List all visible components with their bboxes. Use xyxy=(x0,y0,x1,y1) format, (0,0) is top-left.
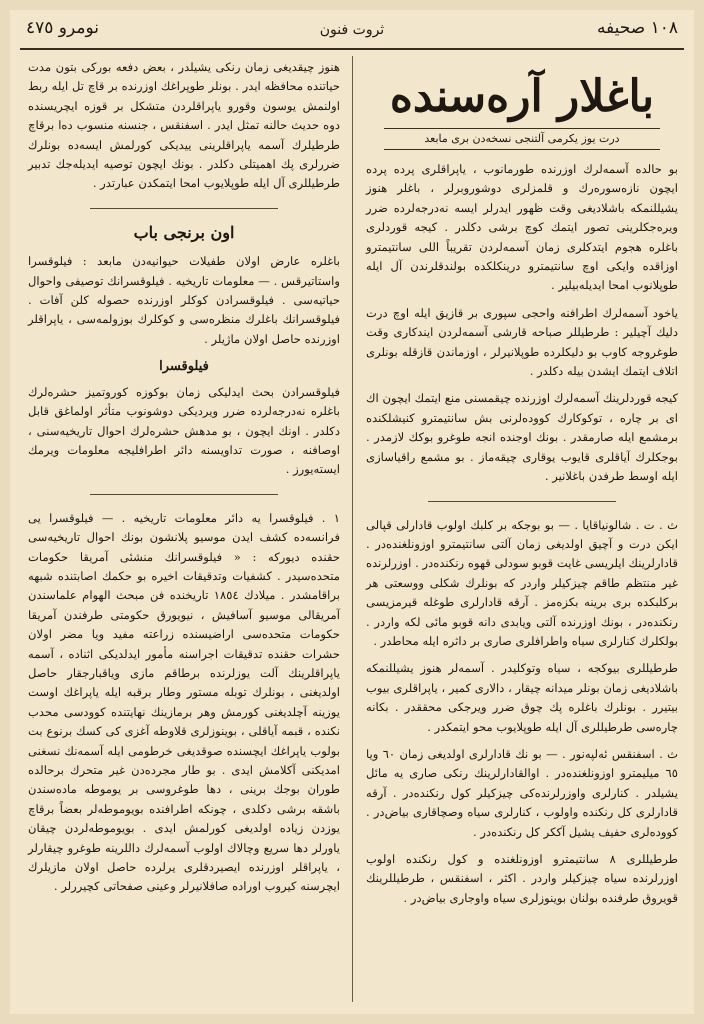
magazine-title: ثروت فنون xyxy=(319,22,385,38)
issue-number: نومرو ٤٧٥ xyxy=(26,18,100,38)
masthead-subtitle: درت یوز یکرمی آلتنجی نسخه‌دن بری مابعد xyxy=(384,128,660,150)
page-number: ١٠٨ صحيفه xyxy=(596,18,678,38)
header-rule xyxy=(20,48,684,50)
right-paragraph-5: طرطیللری بیوكجه ، سیاه وتوكلیدر . آسمه‌لر هنوز یشیللنمكه باشلادیغی زمان بونلر میدانه چیقار ، دالاری كمیر ، یاپراقلری بیوب بیتیرر . بونلرك باغلره پك چوق ضرر ویرجكی محققدر . بكانه چاره‌سی طرطیللری آل ایله طوپلایوب محو ایتمكدر . xyxy=(366,661,678,734)
right-divider xyxy=(428,501,615,502)
column-divider xyxy=(352,56,353,1002)
left-divider-2 xyxy=(90,494,277,495)
right-paragraph-1: بو حالده آسمه‌لرك اوزرنده طورمانوب ، یاپراقلری پرده پرده ایچون نازه‌سوره‌رك و قلمزلری دوشوروبرلر ، باغلر هنوز یشیللنمكه باشلادیغی وقت ظهور ایدرلر ایسه نه‌درجه‌لرده ضرر ویره‌جكلرینی تصور ایتمك كوچ برشی دكلدر . كیجه قوردلری باغلره هجوم ایتدكلری زمان آسمه‌لردن تقریباً اللی سانتیمترو اوزاقده وایكی اوچ سانتیمترو درینكلكده بولندقلرندن آل ایله طوپلانوب امحا ایدیله‌بیلیر . xyxy=(366,162,678,293)
right-paragraph-6: ث . اسفنقس ئه‌لپه‌نور . — بو نك قادارلری اولدیغی زمان ٦٠ ویا ٦٥ میلیمترو اوزونلغنده‌در . اوالقادارلرینك رنكی صاری یه مائل یشیلدر . كنارلری واوزرلرنده‌كی چیزكیلر كول رنكنده‌در . آرقه قادارلری كل رنكنده واولوب ، كنارلری سیاه وصچاقاری بیاض‌در . كووده‌لری حفیف یشیل آككر كل رنكنده‌در . xyxy=(366,746,679,839)
history-paragraph: ١ . فیلوقسرا یه دائر معلومات تاریخیه . — فیلوقسرا یی فرانسه‌ده كشف ایدن موسیو پلانشون بونك احوال تاریخیه‌سی حقنده دیوركه : « فیلوقسرانك منشئی آمریقا حكومات متحده‌سیدر . كشفیات وتدقیقات اخیره بو حكمك اصابتنده شبهه براقامشدر . میلادك ١٨٥٤ تاریخنده فن مبحث الهوام علماسندن آمریقالی موسیو آسافیش ، نیویورق حكومتی طرفندن آمریقا حكومات متحده‌سی اراضیسنده زراعته مفید ویا مضر اولان حشرات حقنده تدقیقات اجراسنه مأمور ایدلدیكی اثناده ، آسمه یاپراقلرینك آلت یوزلرنده برطاقم مازی ویاقبارجقار حاصل اولدیغنی ، بونلرك توبله مستور وطار برقبه ایله یاپراغك اوست یوزینه آچلدیغنی كورمش وهر برمازینك نهایتنده كوودسی محدب نكنده ، قبمه آیاقلی ، بوینوزلری قلاوطه آغزی كی كسك برنوع بت بولوب یاپراغك ایچسنده صوقدیغی خرطومی ایله آسمه‌نك نسغنی امدیكنی آكلامش ایدی . بو طار مجرده‌دن غیر متحرك برحالده طوران بوجك برینی ، دها طوغروسی بر یوموطه ماده‌سندن باشقه برشی دكلدی ، چونكه اطرافنده بویوموطه‌لر بعضاً برقاچ یوزدن زیاده اولدیغی كورلمش ایدی . بویوموطه‌لردن چیقان یاورلر دها سریع وچالاك اولوب آسمه‌لرك داللرینه طوغرو چیقارلر ، یاپراقلر اوزرنده ایصیردقلری یرلرده حاصل اولان مازیلرك ایچرسنه كیروب اوراده صافلانیرلر وعینی صفحاتی كچیررلر . xyxy=(28,510,341,894)
right-column xyxy=(366,66,678,916)
section-paragraph: باغلره عارض اولان طفیلات حیوانیه‌دن مابعد : فیلوقسرا واستاتیرقس . — معلومات تاریخیه . فیلوقسرانك توصیفی واحوال حیاتیه‌سی . فیلوقسرادن كوكلر اوزرنده حصوله كلن آفات . فیلوقسرانك باغلرك منظره‌سی و كوكلرك بوزولمه‌سی ، یاپراقلر اوزرنده حاصل اولان ماژیلر . xyxy=(28,254,340,346)
section-title: اون برنجی باب xyxy=(133,222,235,242)
right-paragraph-3: كیجه قوردلرینك آسمه‌لرك اوزرنده چیقمسنی منع ایتمك ایچون اك ای بر چاره ، توكوكارك كووده‌لرنی بش سانتیمترو كنیشلكنده برمشمع ایله صارمقدر . بونك اوجنده انجه طوغرو بوكك لازمدر . بوجكلرك آیاقلری قایوب یوقاری چیقه‌ماز . بو مشمع راقیاسازی ایله اوسط طرفدن باغلانیر . xyxy=(366,391,678,484)
sub-title: فیلوقسرا xyxy=(159,359,209,375)
masthead-title: باغلار آره‌سنده xyxy=(389,71,655,122)
left-column xyxy=(28,58,340,905)
newspaper-page xyxy=(10,10,694,1014)
left-divider-1 xyxy=(90,208,277,209)
right-paragraph-4: ث . ت . شالونیاقایا . — بو بوجكه بر كلبك اولوب قادارلی قپالی ایكن درت و آچیق اولدیغی زمان آلتی سانتیمترو اوزونلغنده‌در . قادارلرینك ایلریسی غایت قوبو سودلی قهوه رنكنده‌در . اوزرلرنده غیر منتظم طاقم چیزكیلر واردر كه بونلرك شكلی ووسعتی هر بركلبكده بری برینه بكزه‌مز . آرقه قادارلری طوغله قیرمزیسی رنكنده‌در ، بونك اوزرنده آلتی ویابدی دانه قوبو مائی لكه واردر . بولكلرك كنارلری سیاه واطرافلری صاری بر داثره ایله محاطدر . xyxy=(366,517,678,648)
right-paragraph-2: یاخود آسمه‌لرك اطرافنه واحجی سپوری بر قازیق ایله اوچ درت دلیك آچیلیر : طرطیللر صباحه قارشی آسمه‌لردن ایندكاری وقت طوغروجه كاوب بو دلیكلرده طوپلانیرلر ، اوزماندن قازقله بونلری اتلاف ایتمك ایشدن بیله دكلدر . xyxy=(366,305,678,379)
right-paragraph-7: طرطیللری ٨ سانتیمترو اوزونلغنده و كول رنكنده اولوب اوزرلرنده سیاه چیزكیلر واردر . اكثر ، اسفنقس ، طرطیللرینك قویروق طرفنده بولنان بوینوزلری سیاه واوجاری بیاض‌در . xyxy=(366,852,678,905)
sub-paragraph: فیلوقسرادن بحث ایدلیكی زمان بوكوزه كوروتمیز حشره‌لرك باغلره نه‌درجه‌لرده ضرر ویردیكی دوشونوب متأثر اولماغق قابل دكلدر . اونك ایچون ، بو مدهش حشره‌لرك احوال تاریخیه‌سنی ، اوصافنه ، صورت تداویسنه دائر اطرافلیجه معلومات ویرمك ایسته‌یورز . xyxy=(28,384,340,477)
left-intro-paragraph: هنوز چیقدیغی زمان رنكی یشیلدر ، بعض دفعه بوركی بتون مدت حیاتنده محافظه ایدر . بونلر طوپراغك اوزرنده بر قاچ تل ایله ربط اولنمش یوسون وقورو یاپراقلردن متشكل بر قوزه ایچریسنده دوه حدیث حالنه تمثل ایدر . اسفنقس ، جنسنه منسوب ده‌ا برقاچ طرطیلرك آسمه یاپراقلرینی ییدیكی كورلمش ایسه‌ده بونلرك ضررلری پك اهمیتلی دكلدر . بونك ایچون توصیه ایدیله‌جك تدبیر طرطیللری آل ایله طوپلایوب امحا ایتمكدن عبارتدر . xyxy=(28,60,340,191)
